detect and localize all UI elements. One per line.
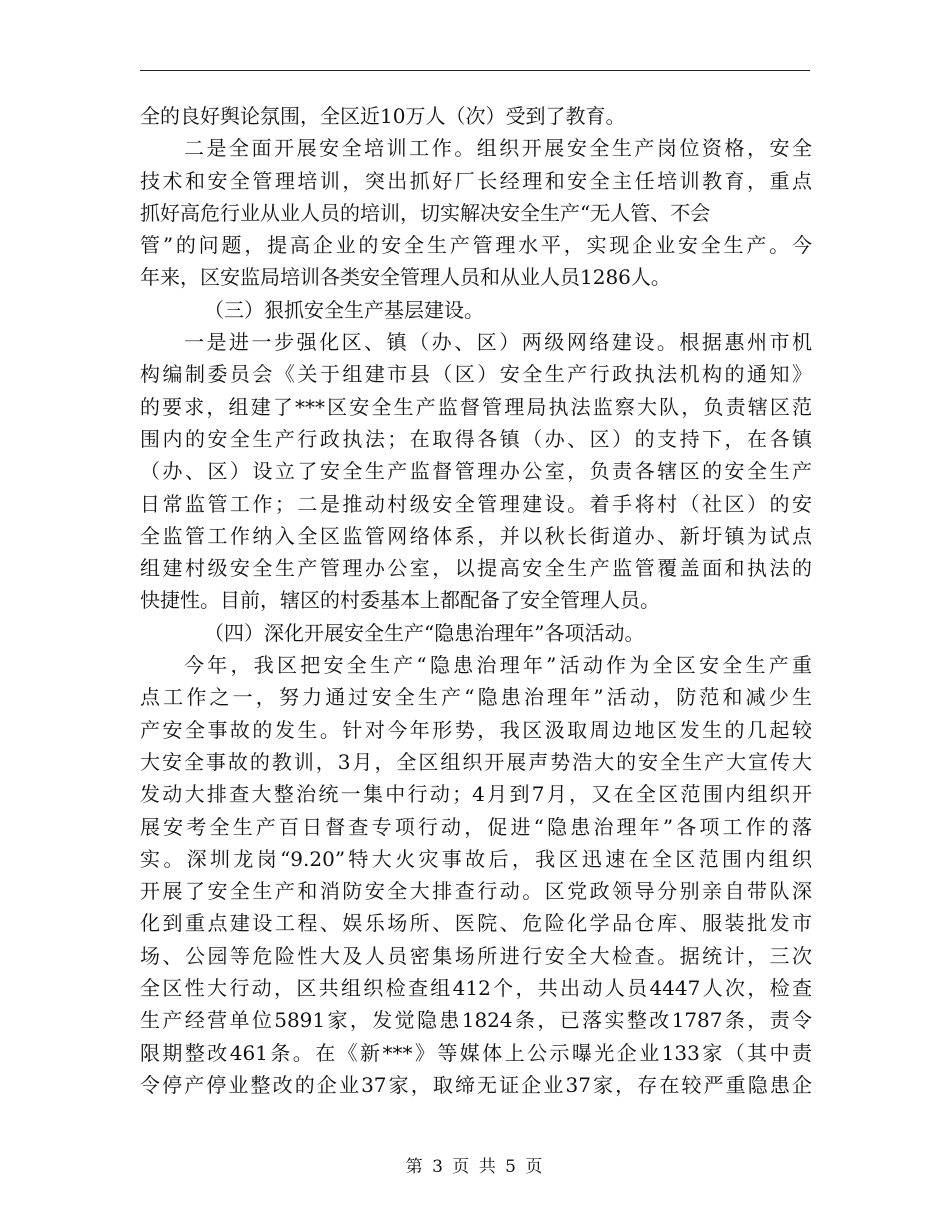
text-line: 发动大排查大整治统一集中行动；4月到7月，又在全区范围内组织开 — [140, 782, 812, 807]
text-line: 生产经营单位5891家，发觉隐患1824条，已落实整改1787条，责令 — [140, 1008, 812, 1033]
text-line: 的要求，组建了***区安全生产监督管理局执法监察大队，负责辖区范 — [140, 394, 812, 419]
text-line: 一是进一步强化区、镇（办、区）两级网络建设。根据惠州市机 — [184, 330, 812, 355]
text-line: 化到重点建设工程、娱乐场所、医院、危险化学品仓库、服装批发市 — [140, 911, 812, 936]
text-line: 实。深圳龙岗“9.20”特大火灾事故后，我区迅速在全区范围内组织 — [140, 846, 812, 871]
text-line: （三）狠抓安全生产基层建设。 — [204, 297, 484, 322]
body-text — [140, 100, 812, 1101]
text-line: 展安考全生产百日督查专项行动，促进“隐患治理年”各项工作的落 — [140, 814, 812, 839]
text-line: 产安全事故的发生。针对今年形势，我区汲取周边地区发生的几起较 — [140, 717, 812, 742]
text-line: 限期整改461条。在《新***》等媒体上公示曝光企业133家（其中责 — [140, 1040, 812, 1065]
text-line: 二是全面开展安全培训工作。组织开展安全生产岗位资格，安全 — [184, 136, 812, 161]
page-number-footer: 第 3 页 共 5 页 — [405, 1157, 545, 1177]
text-line: 构编制委员会《关于组建市县（区）安全生产行政执法机构的通知》 — [140, 362, 812, 387]
text-line: 场、公园等危险性大及人员密集场所进行安全大检查。据统计，三次 — [140, 943, 812, 968]
text-line: （四）深化开展安全生产“隐患治理年”各项活动。 — [204, 620, 645, 645]
text-line: 管”的问题，提高企业的安全生产管理水平，实现企业安全生产。今 — [140, 233, 812, 258]
text-line: （办、区）设立了安全生产监督管理办公室，负责各辖区的安全生产 — [140, 459, 812, 484]
header-rule — [140, 70, 810, 71]
text-line: 日常监管工作；二是推动村级安全管理建设。着手将村（社区）的安 — [140, 491, 812, 516]
text-line: 快捷性。目前，辖区的村委基本上都配备了安全管理人员。 — [140, 588, 660, 613]
text-line: 开展了安全生产和消防安全大排查行动。区党政领导分别亲自带队深 — [140, 879, 812, 904]
text-line: 围内的安全生产行政执法；在取得各镇（办、区）的支持下，在各镇 — [140, 426, 812, 451]
text-line: 全的良好舆论氛围，全区近10万人（次）受到了教育。 — [140, 104, 626, 128]
text-line: 年来，区安监局培训各类安全管理人员和从业人员1286人。 — [140, 265, 671, 290]
text-line: 技术和安全管理培训，突出抓好厂长经理和安全主任培训教育，重点 — [140, 168, 812, 193]
text-line: 组建村级安全生产管理办公室，以提高安全生产监管覆盖面和执法的 — [140, 556, 812, 581]
text-line: 今年，我区把安全生产“隐患治理年”活动作为全区安全生产重 — [184, 653, 812, 678]
text-line: 大安全事故的教训，3月，全区组织开展声势浩大的安全生产大宣传大 — [140, 749, 812, 774]
text-line: 令停产停业整改的企业37家，取缔无证企业37家，存在较严重隐患企 — [140, 1072, 812, 1097]
text-line: 全监管工作纳入全区监管网络体系，并以秋长街道办、新圩镇为试点 — [140, 523, 812, 548]
text-line: 抓好高危行业从业人员的培训，切实解决安全生产“无人管、不会 — [140, 200, 711, 225]
text-line: 全区性大行动，区共组织检查组412个，共出动人员4447人次，检查 — [140, 976, 812, 1001]
text-line: 点工作之一，努力通过安全生产“隐患治理年”活动，防范和减少生 — [140, 685, 812, 710]
